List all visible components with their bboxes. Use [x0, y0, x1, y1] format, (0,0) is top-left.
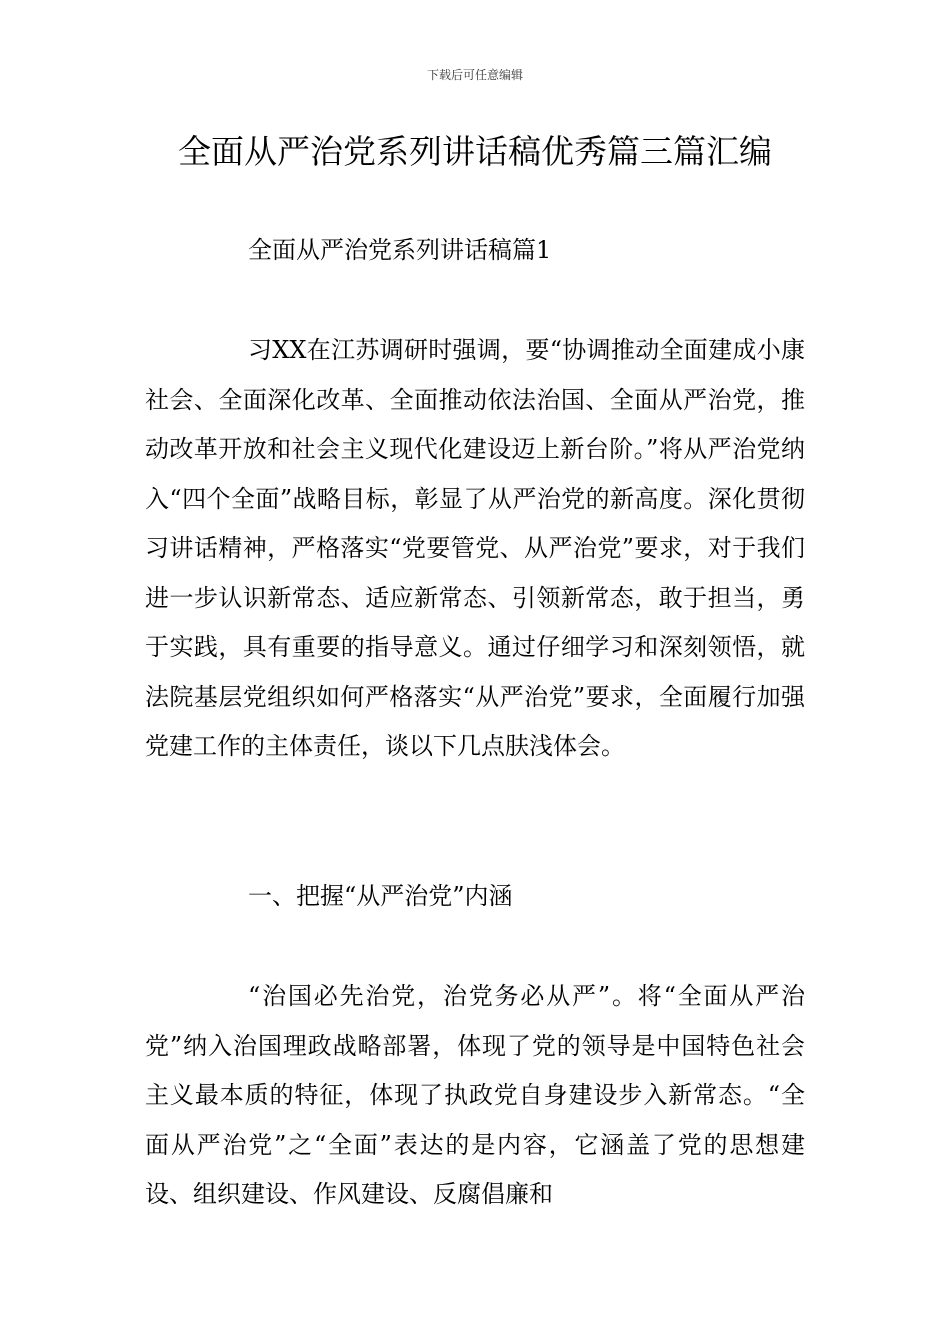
section-heading: 一、把握“从严治党”内涵: [248, 882, 513, 910]
document-title: 全面从严治党系列讲话稿优秀篇三篇汇编: [178, 132, 772, 171]
body-paragraph: 习XX在江苏调研时强调，要“协调推动全面建成小康社会、全面深化改革、全面推动依法治国、全面从严治党，推动改革开放和社会主义现代化建设迈上新台阶。”将从严治党纳入“四个全面”战略目标，彰显了从严治党的新高度。深化贯彻习讲话精神，严格落实“党要管党、从严治党”要求，对于我们进一步认识新常态、适应新常态、引领新常态，敢于担当，勇于实践，具有重要的指导意义。通过仔细学习和深刻领悟，就法院基层党组织如何严格落实“从严治党”要求，全面履行加强党建工作的主体责任，谈以下几点肤浅体会。: [145, 336, 805, 760]
page-header-note: 下载后可任意编辑: [426, 68, 523, 82]
section-subtitle: 全面从严治党系列讲话稿篇1: [248, 236, 552, 264]
body-paragraph: “治国必先治党，治党务必从严”。将“全面从严治党”纳入治国理政战略部署，体现了党的领导是中国特色社会主义最本质的特征，体现了执政党自身建设步入新常态。“全面从严治党”之“全面”表达的是内容，它涵盖了党的思想建设、组织建设、作风建设、反腐倡廉和: [145, 982, 805, 1208]
